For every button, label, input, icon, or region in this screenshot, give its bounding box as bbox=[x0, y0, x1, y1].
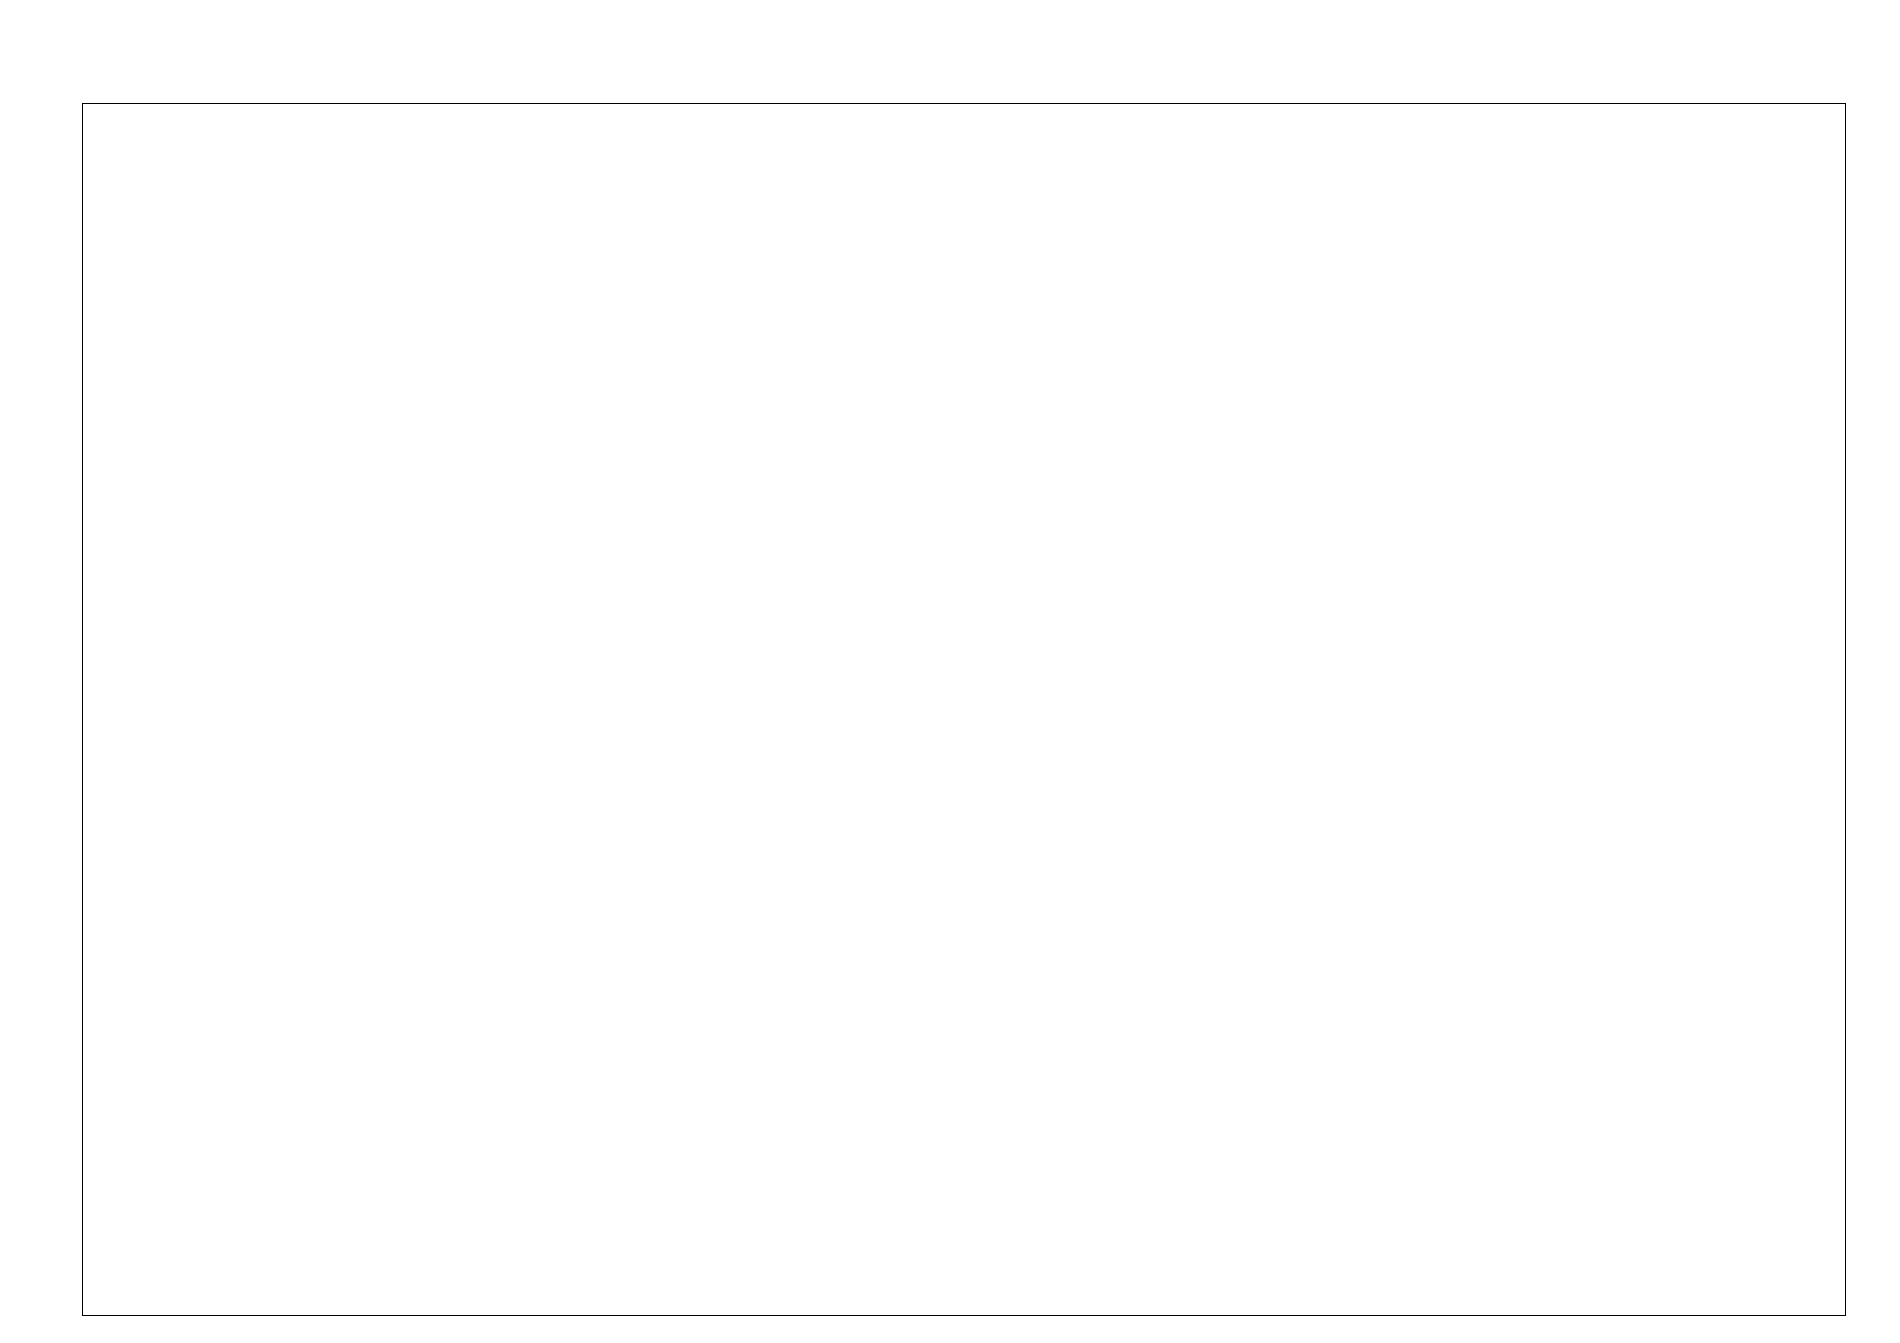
page-frame bbox=[82, 103, 1846, 1316]
